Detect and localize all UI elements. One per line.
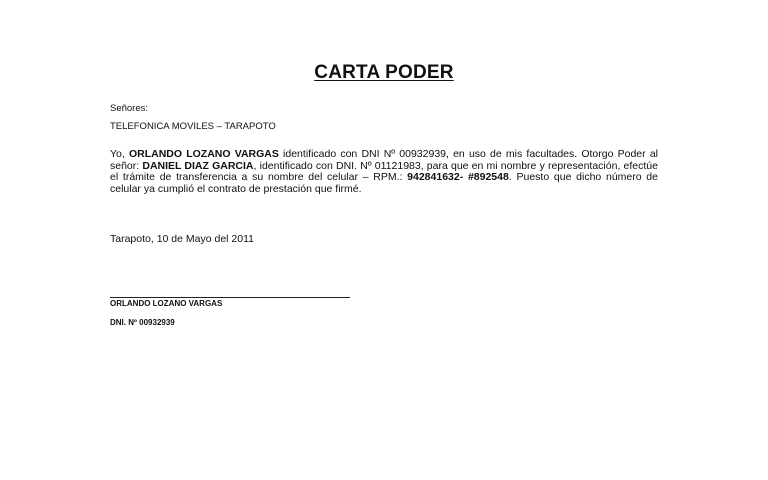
body-text-1: Yo, [110,148,129,160]
place-date: Tarapoto, 10 de Mayo del 2011 [110,233,254,245]
body-text-4: . Puesto que dicho número de celular ya cumplió el contrato de prestación que firmé. [110,171,658,195]
grantor-name: ORLANDO LOZANO VARGAS [128,148,279,160]
phone-number: 942841632- #892548 [407,171,509,184]
body-text-3: , identificado con DNI. Nº 01121983, para que en mi nombre y representación, efectúe el trámite de transferencia a su nombre del celular – RPM.: [110,159,658,184]
signature-dni: DNI. Nº 00932939 [110,318,175,327]
signature-line [110,297,350,298]
grantee-name: DANIEL DIAZ GARCIA [142,159,254,172]
signature-name: ORLANDO LOZANO VARGAS [110,299,223,308]
recipient: TELEFONICA MOVILES – TARAPOTO [110,121,276,132]
body-text-2: identificado con DNI Nº 00932939, en uso de mis facultades. Otorgo Poder al señor: [110,148,658,172]
document-title: CARTA PODER [314,62,454,83]
salutation: Señores: [110,103,149,114]
body-paragraph [110,149,658,195]
